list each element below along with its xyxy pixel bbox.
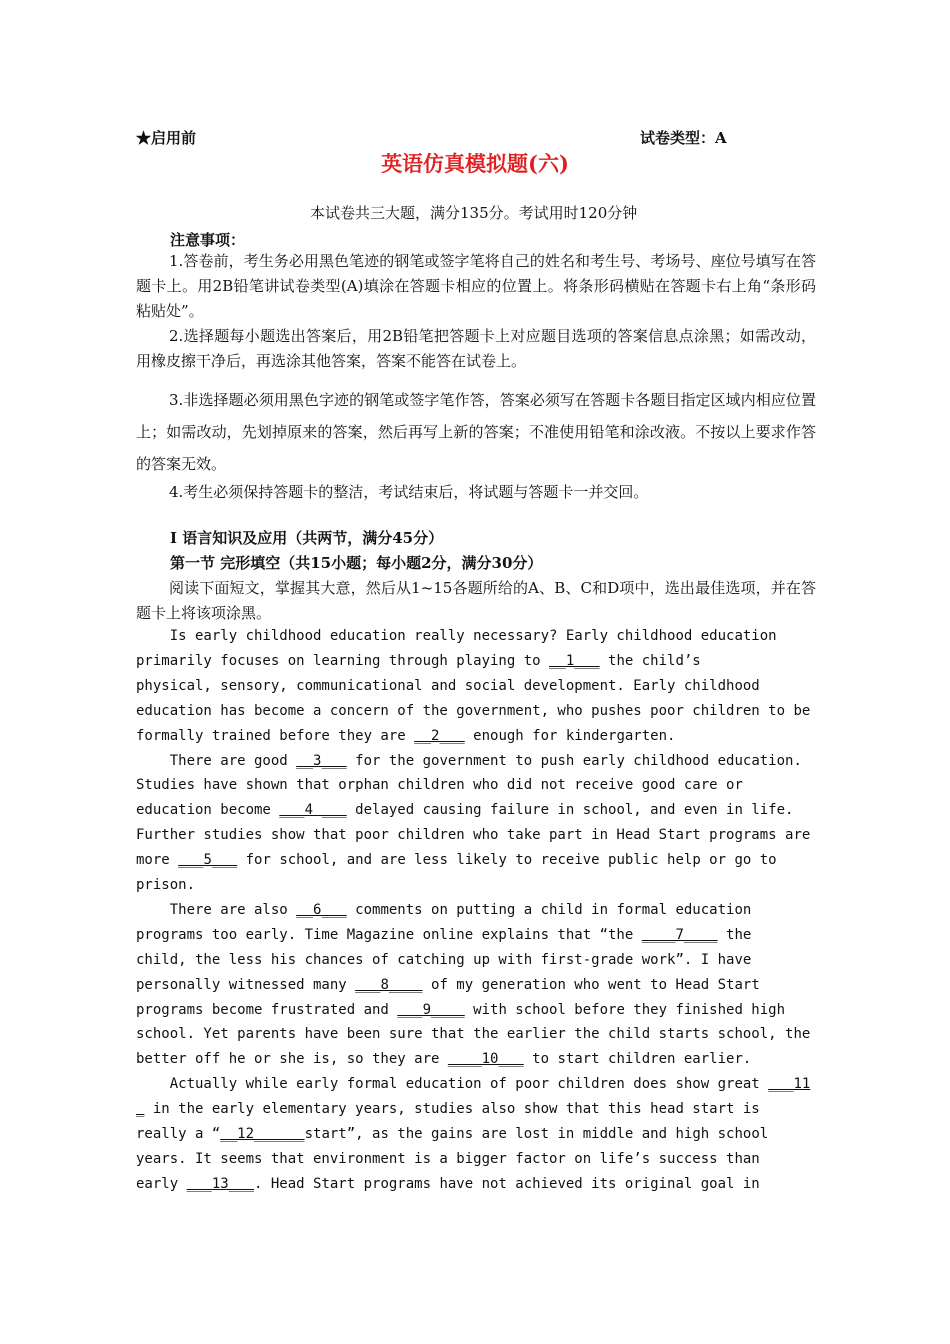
passage-text: Actually while early formal education of poor children does show great — [136, 1076, 769, 1093]
notice-item-text: 3.非选择题必须用黑色字迹的钢笔或签字笔作答，答案必须写在答题卡各题目指定区域内相应位置上；如需改动，先划掉原来的答案，然后再写上新的答案；不准使用铅笔和涂改液。不按以上要求作答的答案无效。 — [136, 391, 816, 473]
passage-line — [136, 1151, 760, 1167]
notice-item-2 — [136, 324, 816, 374]
passage-line — [136, 977, 760, 993]
passage-text: education has become a concern of the government, who pushes poor children to be — [136, 702, 811, 719]
passage-text: school. Yet parents have been sure that the earlier the child starts school, the — [136, 1026, 811, 1043]
passage-line — [136, 653, 701, 669]
passage-line — [136, 1002, 785, 1018]
passage-text: to start children earlier. — [523, 1051, 752, 1068]
notice-heading: 注意事项： — [170, 231, 246, 249]
passage-text: programs become frustrated and — [136, 1001, 398, 1018]
passage-text: personally witnessed many — [136, 976, 356, 993]
section-title: 第一节 完形填空（共15小题；每小题2分，满分30分） — [170, 554, 543, 572]
passage-line — [136, 1101, 760, 1117]
passage-text: the — [717, 926, 752, 943]
passage-text: early — [136, 1175, 187, 1192]
answer-blank: ___8____ — [355, 976, 423, 993]
notice-item-text: 4.考生必须保持答题卡的整洁，考试结束后，将试题与答题卡一并交回。 — [169, 483, 649, 501]
passage-text: the child’s — [599, 652, 701, 669]
passage-line — [136, 1076, 810, 1092]
passage-line — [136, 827, 810, 843]
passage-text: physical, sensory, communicational and social development. Early childhood — [136, 677, 760, 694]
answer-blank: __2___ — [414, 727, 465, 744]
passage-line — [136, 1026, 810, 1042]
passage-text: comments on putting a child in formal education — [346, 901, 752, 918]
notice-item-text: 2.选择题每小题选出答案后，用2B铅笔把答题卡上对应题目选项的答案信息点涂黑；如需改动，用橡皮擦干净后，再选涂其他答案，答案不能答在试卷上。 — [136, 327, 816, 370]
passage-line — [136, 703, 810, 719]
passage-text: better off he or she is, so they are — [136, 1051, 448, 1068]
cloze-instructions — [136, 576, 816, 626]
passage-line — [136, 777, 743, 793]
passage-line — [136, 753, 802, 769]
answer-blank: __12______ — [220, 1126, 305, 1142]
passage-line — [136, 952, 751, 968]
answer-blank: _ — [136, 1101, 145, 1118]
part-title: I 语言知识及应用（共两节，满分45分） — [170, 529, 444, 547]
passage-text: child, the less his chances of catching up with first-grade work”. I have — [136, 951, 752, 968]
passage-text: Is early childhood education really necessary? Early childhood education — [136, 628, 777, 644]
passage-text: start”, as the gains are lost in middle and high school — [304, 1126, 769, 1142]
passage-text: really a “ — [136, 1126, 221, 1142]
passage-text: enough for kindergarten. — [464, 727, 676, 744]
page-title: 英语仿真模拟题(六) — [381, 151, 569, 176]
notice-item-4 — [136, 480, 816, 505]
passage-line — [136, 728, 675, 744]
passage-text: with school before they finished high — [464, 1001, 786, 1018]
answer-blank: __6___ — [296, 901, 347, 918]
answer-blank: ___5___ — [178, 852, 238, 869]
answer-blank: ____10___ — [447, 1051, 524, 1068]
passage-line — [136, 877, 195, 893]
passage-text: There are also — [136, 901, 297, 918]
passage-text: delayed causing failure in school, and even in life. — [346, 802, 794, 819]
header-status: ★启用前 — [136, 129, 197, 147]
passage-text: education become — [136, 802, 280, 819]
passage-text: . Head Start programs have not achieved its original goal in — [254, 1175, 760, 1192]
answer-blank: ____7____ — [641, 926, 718, 943]
answer-blank: ___4 ___ — [279, 802, 347, 819]
exam-intro: 本试卷共三大题，满分135分。考试用时120分钟 — [310, 204, 638, 222]
passage-line — [136, 802, 793, 818]
passage-text: for the government to push early childhood education. — [346, 752, 802, 769]
answer-blank: ___11 — [768, 1076, 811, 1093]
notice-item-1 — [136, 249, 816, 324]
passage-text: for school, and are less likely to receive public help or go to — [237, 852, 777, 869]
passage-line — [136, 1126, 768, 1142]
passage-text: formally trained before they are — [136, 727, 415, 744]
passage-line — [136, 852, 777, 868]
passage-line — [136, 1051, 751, 1067]
answer-blank: __1___ — [549, 652, 600, 669]
passage-text: of my generation who went to Head Start — [422, 976, 760, 993]
passage-text: programs too early. Time Magazine online explains that “the — [136, 926, 642, 943]
header-paper-type: 试卷类型：A — [640, 129, 727, 147]
passage-line — [136, 902, 751, 918]
passage-line — [136, 927, 751, 943]
answer-blank: __3___ — [296, 752, 347, 769]
passage-line — [136, 678, 760, 694]
passage-line — [136, 1176, 760, 1192]
passage-text: primarily focuses on learning through playing to — [136, 652, 550, 669]
instructions-text: 阅读下面短文，掌握其大意，然后从1~15各题所给的A、B、C和D项中，选出最佳选项，并在答题卡上将该项涂黑。 — [136, 579, 816, 622]
notice-item-3 — [136, 384, 816, 480]
passage-text: Studies have shown that orphan children who did not receive good care or — [136, 777, 743, 794]
passage-text: years. It seems that environment is a bigger factor on life’s success than — [136, 1150, 760, 1167]
notice-item-text: 1.答卷前，考生务必用黑色笔迹的钢笔或签字笔将自己的姓名和考生号、考场号、座位号填写在答题卡上。用2B铅笔讲试卷类型(A)填涂在答题卡相应的位置上。将条形码横贴在答题卡右上角“条形码粘贴处”。 — [136, 252, 816, 320]
passage-text: more — [136, 852, 179, 869]
answer-blank: ___13___ — [186, 1175, 255, 1192]
passage-text: in the early elementary years, studies also show that this head start is — [144, 1101, 760, 1118]
passage-text: There are good — [136, 752, 297, 769]
passage-text: Further studies show that poor children who take part in Head Start programs are — [136, 827, 811, 844]
passage-text: prison. — [136, 877, 196, 893]
answer-blank: ___9____ — [397, 1001, 465, 1018]
passage-line — [136, 628, 777, 644]
